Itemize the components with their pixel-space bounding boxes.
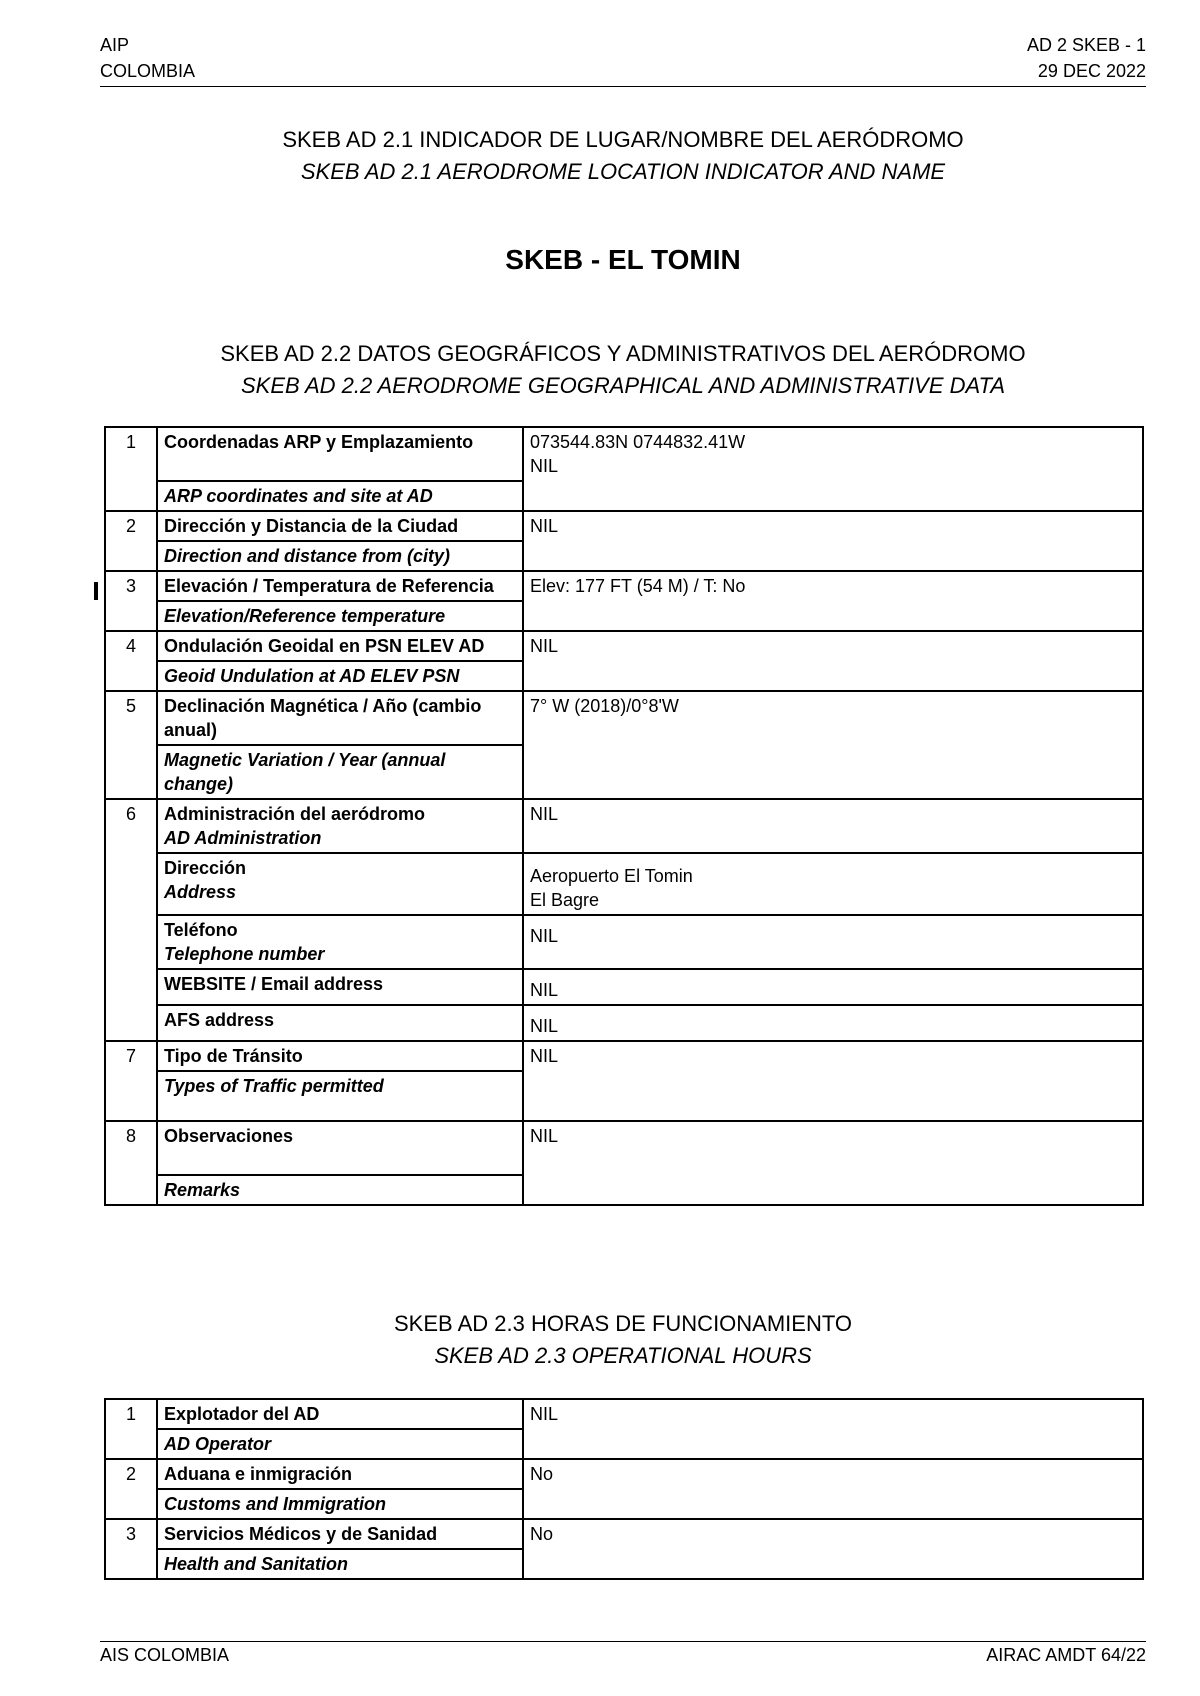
header-date: 29 DEC 2022 <box>1037 61 1146 81</box>
table-row <box>105 853 1143 915</box>
row-number: 5 <box>105 691 157 799</box>
row-value: No <box>523 1459 1143 1519</box>
header-left <box>100 32 195 84</box>
table-row <box>105 969 1143 1005</box>
row-value: NIL <box>523 1041 1143 1121</box>
row-label-es: Observaciones <box>157 1121 523 1175</box>
row-label-en: Health and Sanitation <box>164 1554 349 1574</box>
row-value: NIL <box>523 1399 1143 1459</box>
row-number: 4 <box>105 631 157 691</box>
row-value: Aeropuerto El Tomin El Bagre <box>523 853 1143 915</box>
row-value: 7° W (2018)/0°8'W <box>523 691 1143 799</box>
row-label-en: Elevation/Reference temperature <box>164 606 446 626</box>
section-2-1-heading <box>100 124 1146 188</box>
row-label-es: Dirección <box>164 858 247 878</box>
table-row <box>105 1005 1143 1041</box>
table-row <box>105 511 1143 541</box>
table-row <box>105 571 1143 601</box>
row-value: No <box>523 1519 1143 1579</box>
row-label-en: Telephone number <box>164 944 325 964</box>
row-label-en: Remarks <box>164 1180 241 1200</box>
table-row <box>105 1041 1143 1071</box>
row-label-en: Magnetic Variation / Year (annual change) <box>164 750 446 794</box>
row-number: 3 <box>105 1519 157 1579</box>
row-number: 1 <box>105 1399 157 1459</box>
table-row <box>105 691 1143 745</box>
row-number: 2 <box>105 1459 157 1519</box>
footer-publisher: AIS COLOMBIA <box>100 1645 230 1665</box>
row-label-es: Tipo de Tránsito <box>157 1041 523 1071</box>
row-label-en: Address <box>164 882 237 902</box>
section-2-1-title-es: SKEB AD 2.1 INDICADOR DE LUGAR/NOMBRE DEL AERÓDROMO <box>282 127 964 152</box>
row-label-en: AD Administration <box>164 828 322 848</box>
operational-hours-table <box>104 1398 1144 1580</box>
footer-amendment: AIRAC AMDT 64/22 <box>986 1645 1146 1665</box>
section-2-2-title-es: SKEB AD 2.2 DATOS GEOGRÁFICOS Y ADMINISTRATIVOS DEL AERÓDROMO <box>220 341 1026 366</box>
row-number: 2 <box>105 511 157 571</box>
table-row <box>105 799 1143 853</box>
row-label-es: Aduana e inmigración <box>157 1459 523 1489</box>
row-value: NIL <box>523 1121 1143 1205</box>
header-page-id: AD 2 SKEB - 1 <box>1026 35 1146 55</box>
section-2-3-heading <box>100 1308 1146 1372</box>
row-label-es: WEBSITE / Email address <box>157 969 523 1005</box>
row-value: NIL <box>523 631 1143 691</box>
table-row <box>105 1459 1143 1489</box>
table-row <box>105 1121 1143 1175</box>
section-2-1-title-en: SKEB AD 2.1 AERODROME LOCATION INDICATOR AND NAME <box>300 159 946 184</box>
row-label-es: Declinación Magnética / Año (cambio anual) <box>157 691 523 745</box>
row-label <box>157 799 523 853</box>
row-value: NIL <box>523 511 1143 571</box>
row-label-es: Servicios Médicos y de Sanidad <box>157 1519 523 1549</box>
row-label-es: Coordenadas ARP y Emplazamiento <box>157 427 523 481</box>
row-label-es: Ondulación Geoidal en PSN ELEV AD <box>157 631 523 661</box>
header-aip: AIP <box>100 35 130 55</box>
row-value: NIL <box>523 969 1143 1005</box>
header-right <box>1000 32 1146 84</box>
section-2-3-title-en: SKEB AD 2.3 OPERATIONAL HOURS <box>434 1343 812 1368</box>
row-label-en: Geoid Undulation at AD ELEV PSN <box>164 666 460 686</box>
row-label <box>157 915 523 969</box>
row-label-es: Teléfono <box>164 920 238 940</box>
row-label-es: AFS address <box>157 1005 523 1041</box>
table-row <box>105 427 1143 481</box>
row-label-es: Elevación / Temperatura de Referencia <box>157 571 523 601</box>
row-label-es: Dirección y Distancia de la Ciudad <box>157 511 523 541</box>
geographical-data-table <box>104 426 1144 1206</box>
header-country: COLOMBIA <box>100 61 196 81</box>
row-number: 3 <box>105 571 157 631</box>
row-number: 7 <box>105 1041 157 1121</box>
row-label-en: Types of Traffic permitted <box>164 1076 384 1096</box>
row-value: Elev: 177 FT (54 M) / T: No <box>523 571 1143 631</box>
row-value: NIL <box>523 915 1143 969</box>
table-row <box>105 1399 1143 1429</box>
table-row <box>105 631 1143 661</box>
section-2-2-title-en: SKEB AD 2.2 AERODROME GEOGRAPHICAL AND ADMINISTRATIVE DATA <box>240 373 1006 398</box>
section-2-3-title-es: SKEB AD 2.3 HORAS DE FUNCIONAMIENTO <box>393 1311 853 1336</box>
aerodrome-title: SKEB - EL TOMIN <box>505 244 741 275</box>
section-2-2-heading <box>100 338 1146 402</box>
table-row <box>105 915 1143 969</box>
row-number: 1 <box>105 427 157 511</box>
row-label-en: Direction and distance from (city) <box>164 546 451 566</box>
row-value: NIL <box>523 799 1143 853</box>
row-label-en: ARP coordinates and site at AD <box>164 486 433 506</box>
table-row <box>105 1519 1143 1549</box>
row-value: NIL <box>523 1005 1143 1041</box>
row-value: 073544.83N 0744832.41W NIL <box>523 427 1143 511</box>
row-label-es: Explotador del AD <box>157 1399 523 1429</box>
row-number: 6 <box>105 799 157 1041</box>
row-label-en: AD Operator <box>164 1434 272 1454</box>
row-label-es: Administración del aeródromo <box>164 804 426 824</box>
row-label-en: Customs and Immigration <box>164 1494 387 1514</box>
row-number: 8 <box>105 1121 157 1205</box>
header-divider <box>100 86 1146 87</box>
row-label <box>157 853 523 915</box>
change-bar <box>94 582 98 600</box>
